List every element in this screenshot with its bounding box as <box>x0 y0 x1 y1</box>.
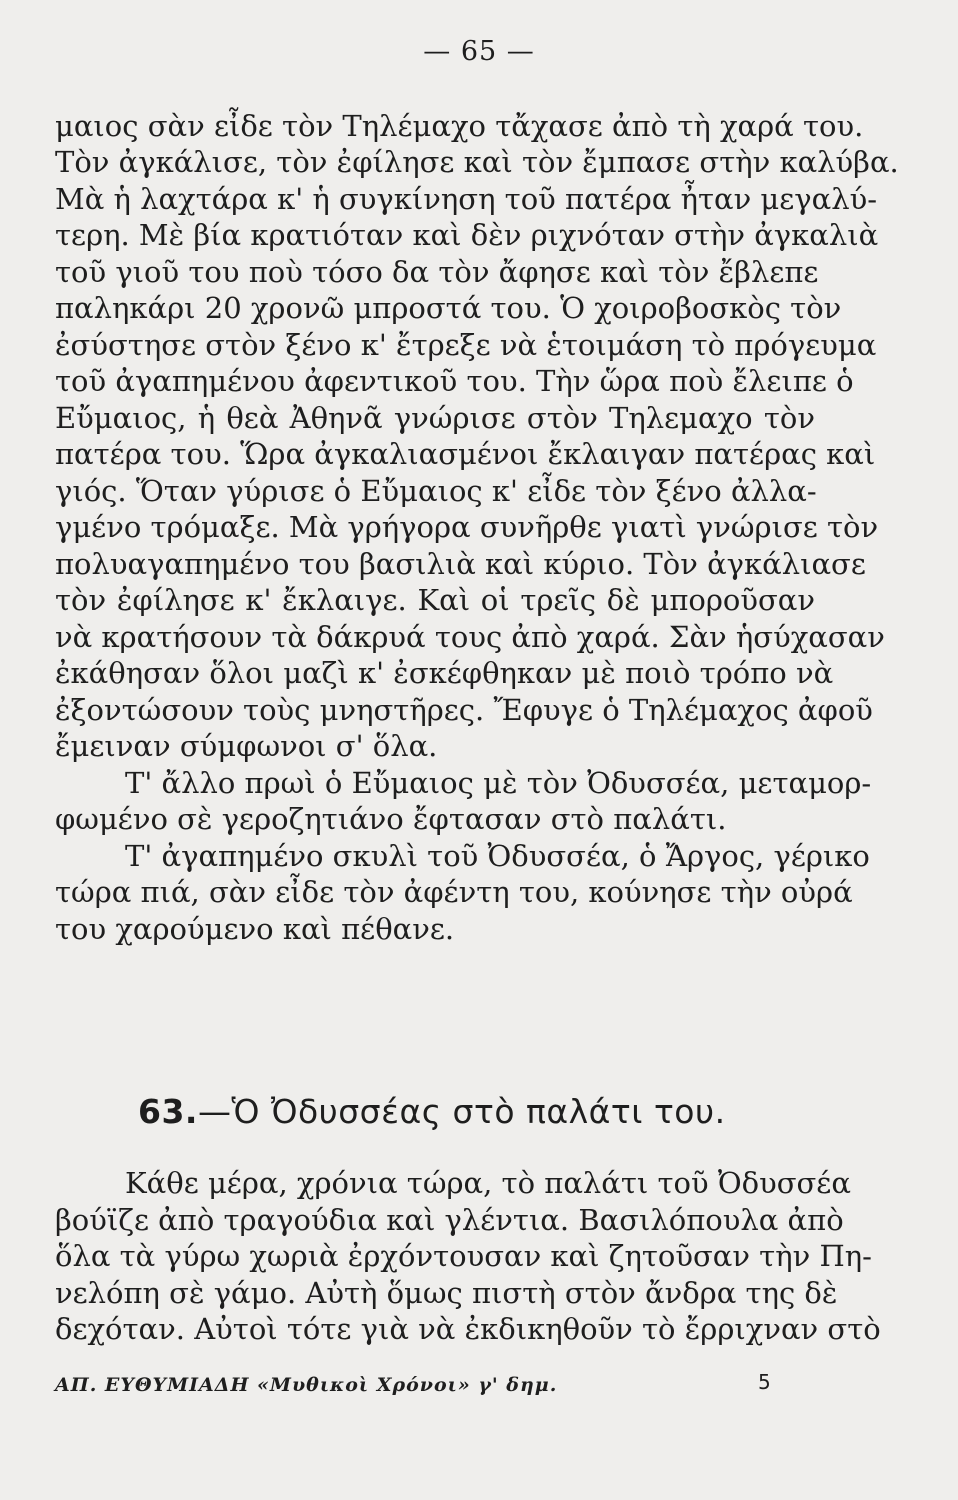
signature-mark: 5 <box>758 1370 771 1394</box>
text-line: πολυαγαπημένο του βασιλιὰ καὶ κύριο. Τὸν ἀγκάλιασε <box>55 547 866 581</box>
text-line: γμένο τρόμαξε. Μὰ γρήγορα συνῆρθε γιατὶ γνώρισε τὸν <box>55 510 879 544</box>
text-line: φωμένο σὲ γεροζητιάνο ἔφτασαν στὸ παλάτι. <box>55 802 727 836</box>
text-line: τερη. Μὲ βία κρατιόταν καὶ δὲν ριχνόταν στὴν ἀγκαλιὰ <box>55 218 879 252</box>
text-line: Τ' ἀγαπημένο σκυλὶ τοῦ Ὀδυσσέα, ὁ Ἄργος, γέρικο <box>125 839 870 873</box>
text-line: του χαρούμενο καὶ πέθανε. <box>55 912 455 946</box>
text-line: παληκάρι 20 χρονῶ μπροστά του. Ὁ χοιροβοσκὸς τὸν <box>55 291 842 325</box>
text-line: ὅλα τὰ γύρω χωριὰ ἐρχόντουσαν καὶ ζητοῦσαν τὴν Πη- <box>55 1239 872 1273</box>
text-line: πατέρα του. Ὥρα ἀγκαλιασμένοι ἔκλαιγαν πατέρας καὶ <box>55 437 876 471</box>
text-line: Κάθε μέρα, χρόνια τώρα, τὸ παλάτι τοῦ Ὀδυσσέα <box>125 1166 851 1200</box>
text-line: Μὰ ἡ λαχτάρα κ' ἡ συγκίνηση τοῦ πατέρα ἦταν μεγαλύ- <box>55 182 878 216</box>
section-number: 63. <box>138 1092 198 1131</box>
text-line: Εὔμαιος, ἡ θεὰ Ἀθηνᾶ γνώρισε στὸν Τηλεμαχο τὸν <box>55 401 815 435</box>
text-line: γιός. Ὅταν γύρισε ὁ Εὔμαιος κ' εἶδε τὸν ξένο ἀλλα- <box>55 474 817 508</box>
text-line: τὸν ἐφίλησε κ' ἔκλαιγε. Καὶ οἱ τρεῖς δὲ μποροῦσαν <box>55 583 815 617</box>
section-title: —Ὁ Ὀδυσσέας στὸ παλάτι του. <box>197 1092 726 1131</box>
text-line: ἔμειναν σύμφωνοι σ' ὅλα. <box>55 729 438 763</box>
text-line: δεχόταν. Αὐτοὶ τότε γιὰ νὰ ἐκδικηθοῦν τὸ ἔρριχναν στὸ <box>55 1312 881 1346</box>
section-heading <box>138 1092 726 1131</box>
text-line: ἐξοντώσουν τοὺς μνηστῆρες. Ἔφυγε ὁ Τηλέμαχος ἀφοῦ <box>55 693 873 727</box>
text-line: Τ' ἄλλο πρωὶ ὁ Εὔμαιος μὲ τὸν Ὀδυσσέα, μεταμορ- <box>125 766 872 800</box>
text-line: Τὸν ἀγκάλισε, τὸν ἐφίλησε καὶ τὸν ἔμπασε στὴν καλύβα. <box>55 145 899 179</box>
text-line: τώρα πιά, σὰν εἶδε τὸν ἀφέντη του, κούνησε τὴν οὐρά <box>55 875 853 909</box>
text-line: μαιος σὰν εἶδε τὸν Τηλέμαχο τἄχασε ἀπὸ τὴ χαρά του. <box>55 109 864 143</box>
publisher-footer: ΑΠ. ΕΥΘΥΜΙΑΔΗ «Μυθικοὶ Χρόνοι» γ' δημ. <box>55 1374 558 1396</box>
text-line: νὰ κρατήσουν τὰ δάκρυά τους ἀπὸ χαρά. Σὰν ἡσύχασαν <box>55 620 885 654</box>
text-line: βούϊζε ἀπὸ τραγούδια καὶ γλέντια. Βασιλόπουλα ἀπὸ <box>55 1203 844 1237</box>
text-line: τοῦ γιοῦ του ποὺ τόσο δα τὸν ἄφησε καὶ τὸν ἔβλεπε <box>55 255 819 289</box>
text-line: ἐκάθησαν ὅλοι μαζὶ κ' ἐσκέφθηκαν μὲ ποιὸ τρόπο νὰ <box>55 656 834 690</box>
text-line: ἐσύστησε στὸν ξένο κ' ἔτρεξε νὰ ἑτοιμάση τὸ πρόγευμα <box>55 328 877 362</box>
page-number-header: — 65 — <box>423 36 535 67</box>
text-line: τοῦ ἀγαπημένου ἀφεντικοῦ του. Τὴν ὥρα ποὺ ἔλειπε ὁ <box>55 364 854 398</box>
text-line: νελόπη σὲ γάμο. Αὐτὴ ὅμως πιστὴ στὸν ἄνδρα της δὲ <box>55 1276 838 1310</box>
